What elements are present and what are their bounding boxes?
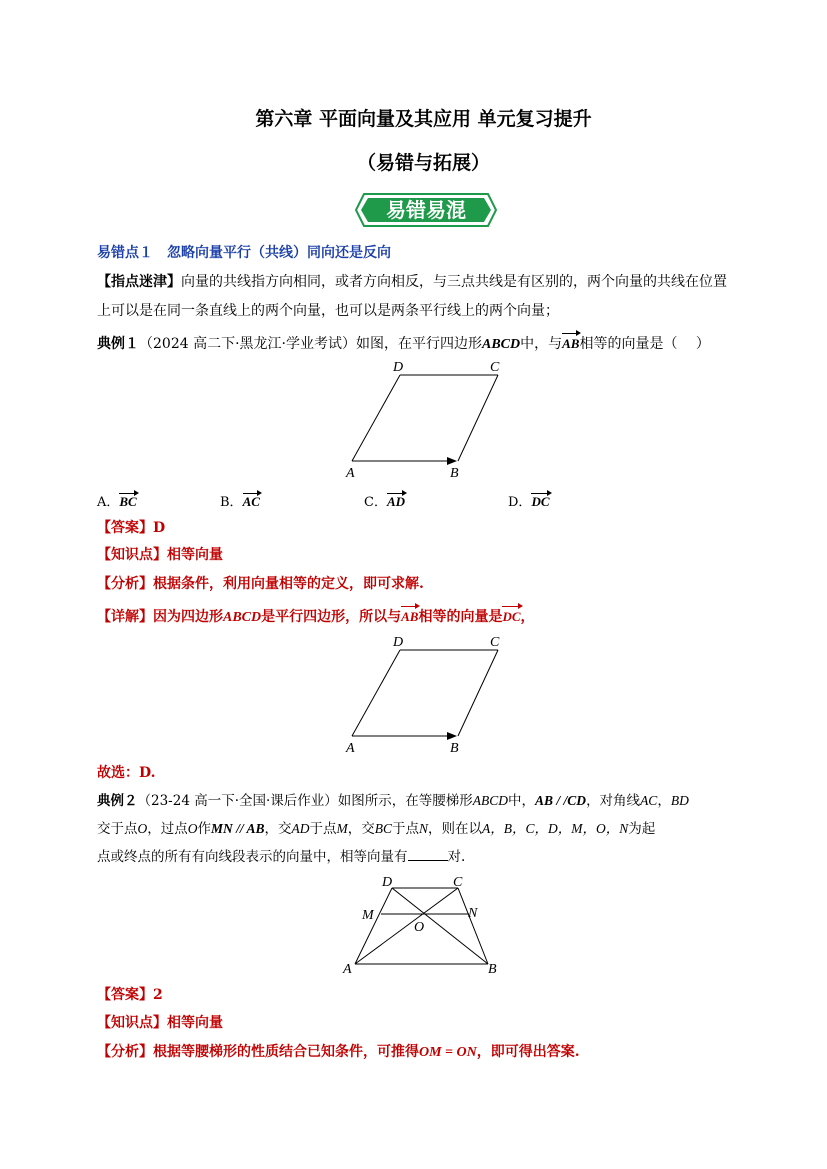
l2h: ，则在以 xyxy=(428,821,483,837)
analysis-value: 根据条件，利用向量相等的定义，即可求解. xyxy=(153,576,424,592)
example2-line-1 xyxy=(97,791,689,811)
fig2-label-c: C xyxy=(490,635,500,650)
fig1-label-d: D xyxy=(393,360,404,375)
option-b[interactable] xyxy=(220,490,260,510)
example1-choice: 故选：D. xyxy=(97,765,156,781)
l3b: 对. xyxy=(447,849,466,865)
example2-ac: AC xyxy=(640,793,658,808)
example1-vec: AB xyxy=(562,330,579,354)
option-c-vec: AD xyxy=(387,490,405,510)
ex2-analysis-a: 根据等腰梯形的性质结合已知条件，可推得 xyxy=(153,1044,419,1060)
detail-text-a: 因为四边形 xyxy=(153,609,223,625)
answer-value: D xyxy=(153,520,166,536)
ex2-analysis-label: 【分析】 xyxy=(97,1044,153,1060)
example2-line-3 xyxy=(97,847,465,867)
option-c[interactable] xyxy=(364,490,405,510)
parallelogram-figure-1 xyxy=(340,357,510,482)
l2pts: A，B，C，D，M，O，N xyxy=(482,821,629,836)
point1-heading: 易错点１ 忽略向量平行（共线）同向还是反向 xyxy=(97,245,391,261)
option-a-letter: A． xyxy=(97,495,120,510)
analysis-label: 【分析】 xyxy=(97,576,153,592)
fig3-label-n: N xyxy=(468,906,478,921)
fig3-label-m: M xyxy=(362,908,374,923)
ex2-knowledge-value: 相等向量 xyxy=(167,1015,223,1031)
l2o2: O xyxy=(187,821,198,836)
l2e: 于点 xyxy=(309,821,337,837)
l2ad: AD xyxy=(291,821,310,836)
l2f: ，交 xyxy=(347,821,375,837)
example2-l1b: 中， xyxy=(508,793,536,809)
l2i: 为起 xyxy=(628,821,656,837)
example2-comma: ， xyxy=(657,793,671,809)
option-b-vec: AC xyxy=(243,490,260,510)
l2d: ，交 xyxy=(264,821,292,837)
tip-text-1: 向量的共线指方向相同，或者方向相反，与三点共线是有区别的，两个向量的共线在位置 xyxy=(181,274,727,290)
l2b: ，过点 xyxy=(147,821,188,837)
example1-mid: 中，与 xyxy=(520,336,563,352)
ex2-knowledge-label: 【知识点】 xyxy=(97,1015,167,1031)
detail-text-d: ， xyxy=(520,609,535,625)
fig2-label-d: D xyxy=(393,635,404,650)
example1-detail xyxy=(97,603,535,628)
example1-analysis xyxy=(97,574,424,594)
l2mn: MN // AB xyxy=(211,821,265,836)
example1-answer xyxy=(97,518,165,538)
example2-label: 典例２ xyxy=(97,793,138,809)
example1-question xyxy=(97,330,710,355)
option-d-vec: DC xyxy=(531,490,549,510)
fig2-label-a: A xyxy=(346,741,355,756)
l2o: O xyxy=(137,821,148,836)
knowledge-value: 相等向量 xyxy=(167,547,223,563)
example2-shape: ABCD xyxy=(472,793,509,808)
l2g: 于点 xyxy=(392,821,420,837)
answer-blank[interactable] xyxy=(408,848,448,861)
page-subtitle: （易错与拓展） xyxy=(356,152,490,174)
detail-text-c: 相等的向量是 xyxy=(418,609,503,625)
parallelogram-figure-2 xyxy=(340,632,510,757)
example2-bd: BD xyxy=(670,793,689,808)
example2-l1a: （23-24 高一下·全国·课后作业）如图所示，在等腰梯形 xyxy=(137,793,473,809)
detail-vec-dc: DC xyxy=(502,603,520,627)
example2-line-2 xyxy=(97,819,655,839)
example1-label: 典例１ xyxy=(97,336,139,352)
banner-text: 易错易混 xyxy=(386,198,466,222)
fig3-label-c: C xyxy=(453,875,463,890)
answer-label: 【答案】 xyxy=(97,520,153,536)
example2-knowledge xyxy=(97,1013,223,1033)
knowledge-label: 【知识点】 xyxy=(97,547,167,563)
fig3-label-a: A xyxy=(343,962,352,977)
example2-l1c: ，对角线 xyxy=(586,793,641,809)
option-a-vec: BC xyxy=(119,490,136,510)
tip-line-2: 上可以是在同一条直线上的两个向量，也可以是两条平行线上的两个向量； xyxy=(97,303,559,319)
detail-text-b: 是平行四边形，所以与 xyxy=(261,609,402,625)
l2n: N xyxy=(419,821,429,836)
detail-label: 【详解】 xyxy=(97,609,153,625)
fig1-label-b: B xyxy=(450,466,459,481)
l2a: 交于点 xyxy=(97,821,138,837)
option-c-letter: C． xyxy=(364,495,387,510)
ex2-analysis-eq: OM = ON xyxy=(419,1045,477,1060)
example1-tail: 相等的向量是（ ） xyxy=(579,336,710,352)
fig3-label-o: O xyxy=(414,920,425,935)
example1-source: （2024 高二下·黑龙江·学业考试）如图，在平行四边形 xyxy=(139,336,482,352)
fig3-label-b: B xyxy=(488,962,497,977)
option-b-letter: B． xyxy=(220,495,243,510)
ex2-answer-label: 【答案】 xyxy=(97,987,153,1003)
ex2-analysis-b: ，即可得出答案. xyxy=(476,1044,580,1060)
l3a: 点或终点的所有有向线段表示的向量中，相等向量有 xyxy=(97,849,408,865)
option-a[interactable] xyxy=(97,490,137,510)
fig1-label-c: C xyxy=(490,360,500,375)
example2-parallel: AB / /CD xyxy=(535,793,587,808)
detail-vec-ab: AB xyxy=(401,603,418,627)
page-title: 第六章 平面向量及其应用 单元复习提升 xyxy=(255,108,592,130)
option-d-letter: D． xyxy=(508,495,532,510)
fig3-label-d: D xyxy=(382,875,393,890)
example2-analysis xyxy=(97,1042,580,1063)
fig1-label-a: A xyxy=(346,466,355,481)
example2-answer xyxy=(97,985,163,1005)
fig2-label-b: B xyxy=(450,741,459,756)
example1-knowledge xyxy=(97,545,223,565)
ex2-answer-value: 2 xyxy=(153,987,163,1003)
l2m: M xyxy=(336,821,348,836)
option-d[interactable] xyxy=(508,490,550,510)
tip-label: 【指点迷津】 xyxy=(97,274,181,290)
banner-shape xyxy=(354,190,498,230)
l2bc: BC xyxy=(374,821,393,836)
l2c: 作 xyxy=(197,821,211,837)
example1-shape: ABCD xyxy=(481,337,521,352)
trapezoid-figure xyxy=(340,874,510,979)
section-banner xyxy=(354,190,498,230)
tip-line-1 xyxy=(97,272,727,292)
detail-shape: ABCD xyxy=(223,610,262,625)
